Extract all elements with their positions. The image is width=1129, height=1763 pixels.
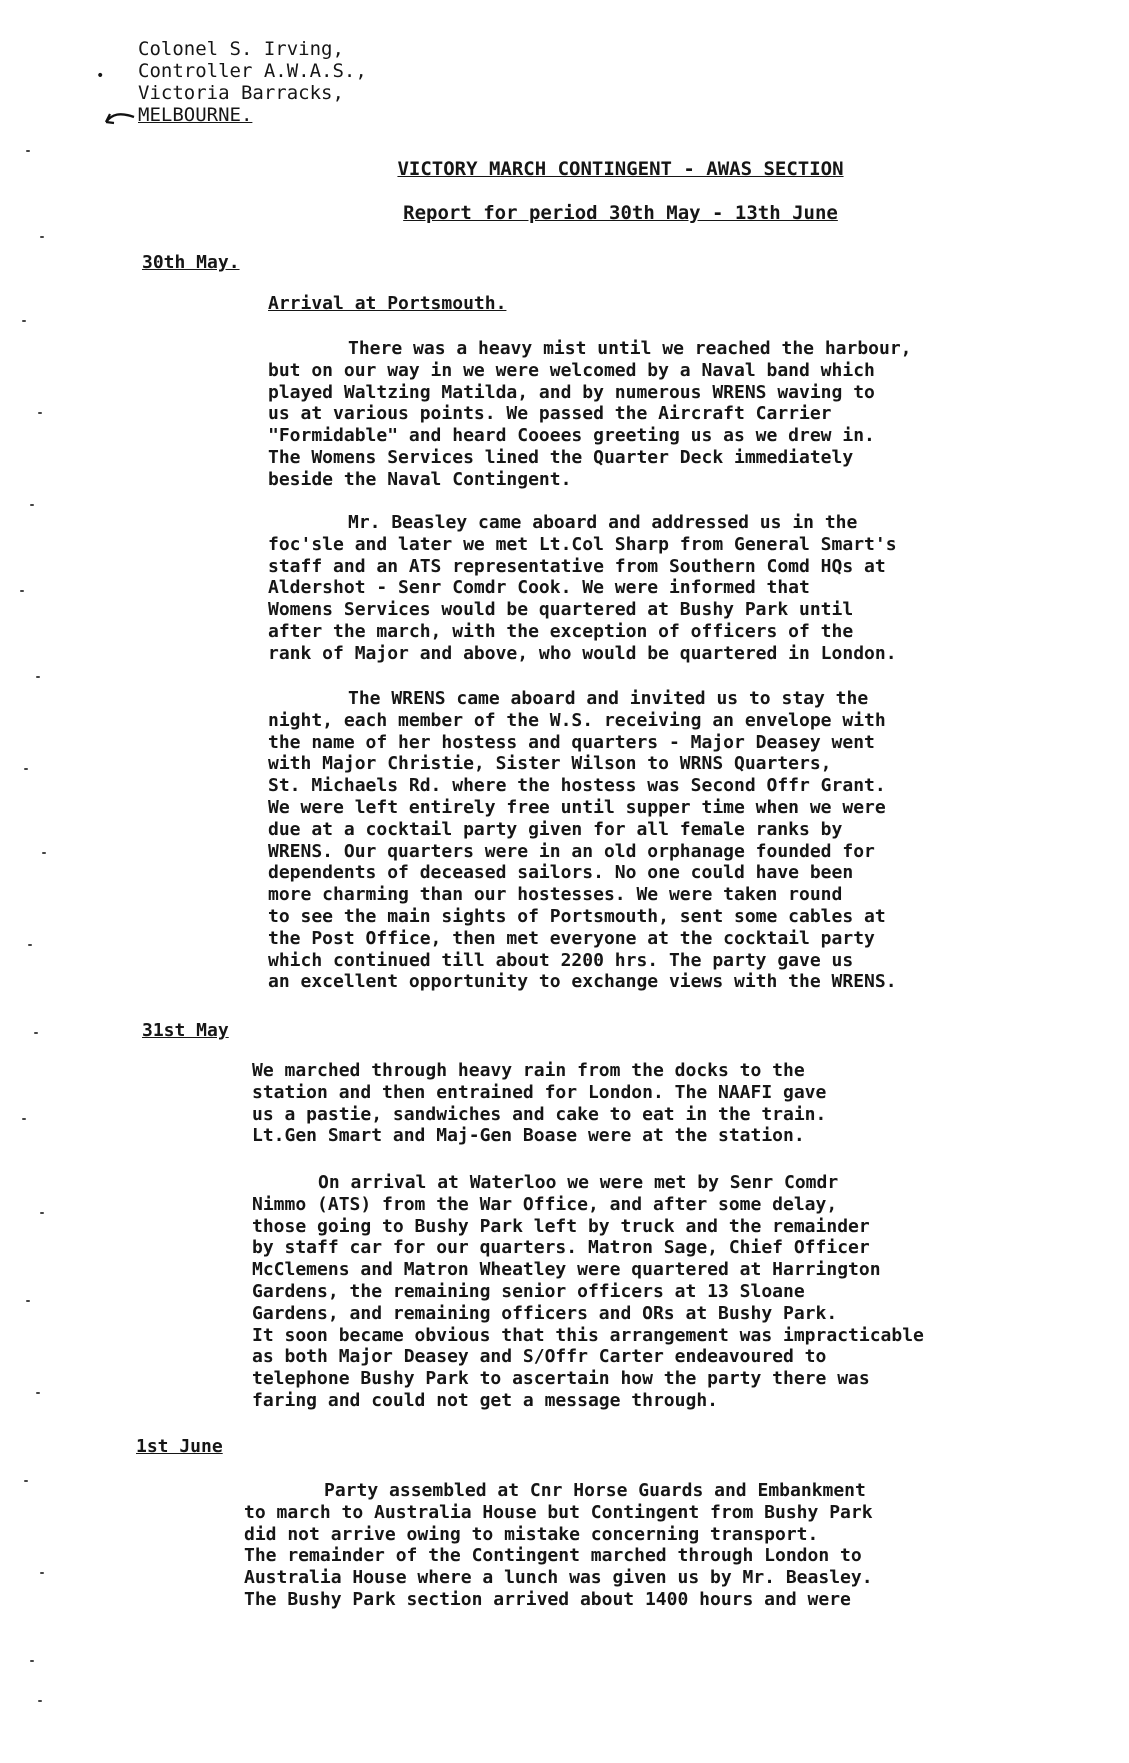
text-line: Lt.Gen Smart and Maj-Gen Boase were at the station.	[252, 1125, 805, 1147]
text-line: It soon became obvious that this arrangement was impracticable	[252, 1324, 924, 1346]
text-line: but on our way in we were welcomed by a Naval band which	[268, 359, 875, 381]
margin-dot: •	[96, 68, 105, 84]
text-line: to march to Australia House but Contingent from Bushy Park	[244, 1501, 873, 1523]
paragraph-may31-2	[252, 1172, 924, 1412]
section-date-30-may: 30th May.	[142, 252, 240, 273]
text-line: telephone Bushy Park to ascertain how the party there was	[252, 1368, 870, 1390]
paragraph-may31-1	[252, 1060, 826, 1147]
text-line: On arrival at Waterloo we were met by Senr Comdr	[318, 1172, 839, 1193]
text-line: The Womens Services lined the Quarter Deck immediately	[268, 446, 854, 468]
text-line: The Bushy Park section arrived about 1400 hours and were	[244, 1588, 851, 1610]
text-line: night, each member of the W.S. receiving an envelope with	[268, 709, 886, 731]
text-line: us at various points. We passed the Aircraft Carrier	[268, 403, 832, 425]
text-line: WRENS. Our quarters were in an old orphanage founded for	[268, 840, 875, 862]
text-line: There was a heavy mist until we reached the harbour,	[348, 338, 912, 359]
text-line: We marched through heavy rain from the docks to the	[252, 1060, 805, 1081]
address-line: Controller A.W.A.S.,	[138, 60, 367, 82]
text-line: an excellent opportunity to exchange views with the WRENS.	[268, 971, 897, 993]
text-line: played Waltzing Matilda, and by numerous WRENS waving to	[268, 381, 875, 403]
text-line: The WRENS came aboard and invited us to stay the	[348, 688, 869, 709]
text-line: the name of her hostess and quarters - Major Deasey went	[268, 731, 875, 753]
address-line: Victoria Barracks,	[138, 82, 344, 104]
handwritten-arrow-mark	[104, 108, 138, 126]
text-line: did not arrive owing to mistake concerning transport.	[244, 1523, 819, 1545]
section-date-31-may: 31st May	[142, 1020, 229, 1041]
text-line: dependents of deceased sailors. No one could have been	[268, 862, 854, 884]
text-line: which continued till about 2200 hrs. The party gave us	[268, 949, 854, 971]
text-line: Nimmo (ATS) from the War Office, and after some delay,	[252, 1193, 838, 1215]
text-line: Gardens, and remaining officers and ORs at Bushy Park.	[252, 1302, 838, 1324]
text-line: beside the Naval Contingent.	[268, 468, 572, 490]
text-line: as both Major Deasey and S/Offr Carter endeavoured to	[252, 1346, 827, 1368]
text-line: The remainder of the Contingent marched through London to	[244, 1545, 862, 1567]
paragraph-may30-3	[268, 688, 897, 993]
paragraph-may30-2	[268, 512, 897, 665]
text-line: station and then entrained for London. The NAAFI gave	[252, 1081, 827, 1103]
text-line: to see the main sights of Portsmouth, sent some cables at	[268, 905, 886, 927]
document-subtitle: Report for period 30th May - 13th June	[403, 202, 838, 224]
document-title: VICTORY MARCH CONTINGENT - AWAS SECTION	[397, 158, 844, 180]
address-line: MELBOURNE.	[138, 104, 253, 126]
text-line: "Formidable" and heard Cooees greeting us as we drew in.	[268, 425, 875, 447]
address-block	[138, 38, 367, 126]
section-date-1-june: 1st June	[136, 1436, 223, 1457]
text-line: after the march, with the exception of officers of the	[268, 620, 854, 642]
text-line: those going to Bushy Park left by truck and the remainder	[252, 1215, 870, 1237]
text-line: We were left entirely free until supper time when we were	[268, 796, 886, 818]
text-line: rank of Major and above, who would be quartered in London.	[268, 642, 897, 664]
text-line: with Major Christie, Sister Wilson to WRNS Quarters,	[268, 753, 832, 775]
text-line: Womens Services would be quartered at Bushy Park until	[268, 599, 854, 621]
text-line: us a pastie, sandwiches and cake to eat in the train.	[252, 1103, 827, 1125]
text-line: Gardens, the remaining senior officers at 13 Sloane	[252, 1280, 805, 1302]
text-line: due at a cocktail party given for all female ranks by	[268, 818, 843, 840]
text-line: Party assembled at Cnr Horse Guards and Embankment	[324, 1480, 866, 1501]
text-line: Aldershot - Senr Comdr Cook. We were informed that	[268, 577, 810, 599]
text-line: foc'sle and later we met Lt.Col Sharp from General Smart's	[268, 533, 897, 555]
text-line: faring and could not get a message through.	[252, 1389, 718, 1411]
text-line: staff and an ATS representative from Southern Comd HQs at	[268, 555, 886, 577]
text-line: McClemens and Matron Wheatley were quartered at Harrington	[252, 1259, 881, 1281]
paragraph-june1-1	[244, 1480, 873, 1611]
text-line: by staff car for our quarters. Matron Sage, Chief Officer	[252, 1237, 870, 1259]
text-line: the Post Office, then met everyone at the cocktail party	[268, 927, 875, 949]
paragraph-may30-1	[268, 338, 912, 491]
text-line: Australia House where a lunch was given us by Mr. Beasley.	[244, 1567, 873, 1589]
text-line: St. Michaels Rd. where the hostess was Second Offr Grant.	[268, 775, 886, 797]
section-subheading: Arrival at Portsmouth.	[268, 293, 507, 314]
text-line: Mr. Beasley came aboard and addressed us in the	[348, 512, 858, 533]
address-line: Colonel S. Irving,	[138, 38, 344, 60]
text-line: more charming than our hostesses. We were taken round	[268, 884, 843, 906]
